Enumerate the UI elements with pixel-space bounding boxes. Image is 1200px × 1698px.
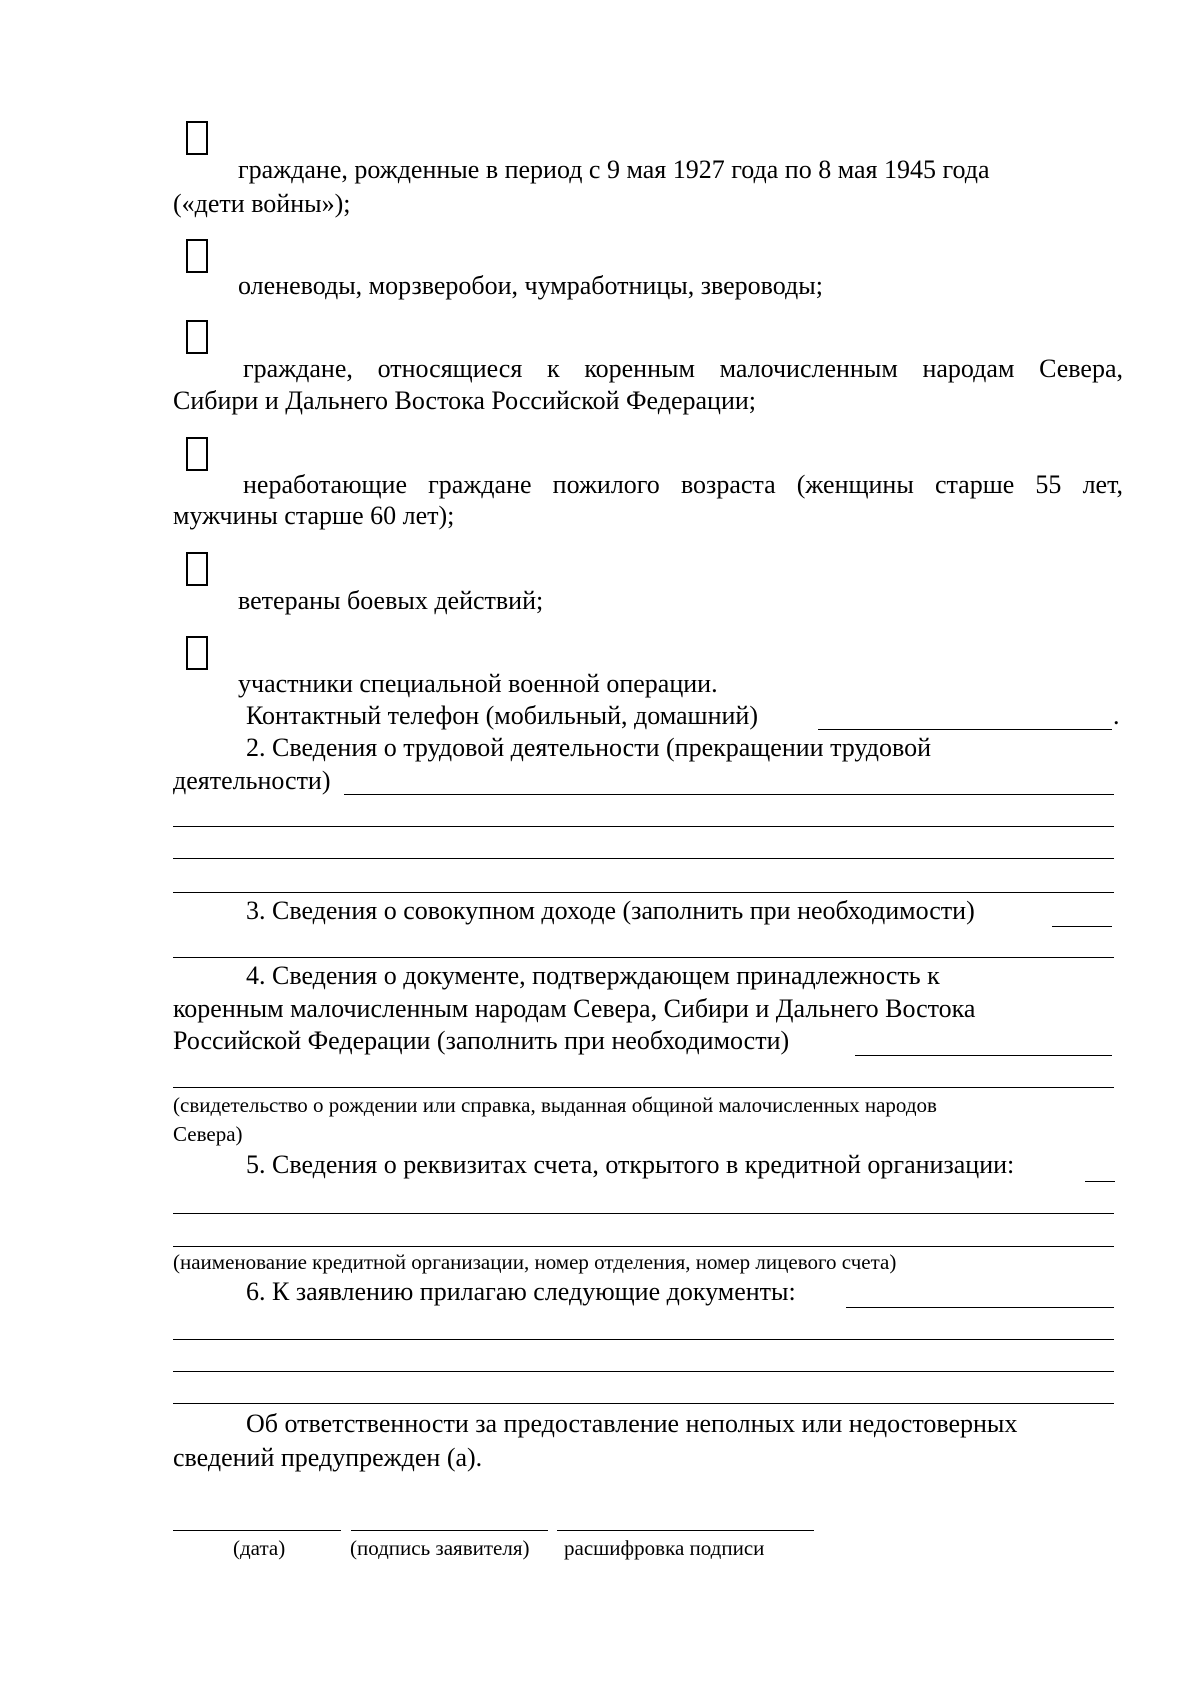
option-elderly-line1: неработающие граждане пожилого возраста (женщины старше 55 лет, (243, 470, 1123, 499)
section5-label: 5. Сведения о реквизитах счета, открытого в кредитной организации: (246, 1150, 1015, 1179)
section6-input-line-4[interactable] (173, 1403, 1114, 1404)
section5-input-line-3[interactable] (173, 1246, 1114, 1247)
signature-decode-input-line[interactable] (557, 1530, 814, 1531)
section5-input-line-2[interactable] (173, 1213, 1114, 1214)
phone-input-line[interactable] (818, 729, 1112, 730)
section2-line1: 2. Сведения о трудовой деятельности (прекращении трудовой (246, 733, 932, 762)
section4-line2: коренным малочисленным народам Севера, Сибири и Дальнего Востока (173, 994, 976, 1023)
option-children-of-war-line2: («дети войны»); (173, 189, 351, 218)
checkbox-indigenous-peoples[interactable] (186, 320, 208, 354)
checkbox-children-of-war[interactable] (186, 121, 208, 155)
option-reindeer-herders: оленеводы, морзверобои, чумработницы, звероводы; (238, 271, 823, 300)
section5-hint: (наименование кредитной организации, номер отделения, номер лицевого счета) (173, 1250, 897, 1274)
checkbox-svo-participants[interactable] (186, 636, 208, 670)
warning-line2: сведений предупрежден (а). (173, 1443, 483, 1472)
phone-end-period: . (1113, 701, 1120, 730)
date-caption: (дата) (233, 1536, 286, 1560)
phone-label: Контактный телефон (мобильный, домашний) (246, 701, 758, 730)
section3-input-line-2[interactable] (173, 957, 1114, 958)
section3-input-line-1[interactable] (1052, 926, 1112, 927)
option-svo-participants: участники специальной военной операции. (238, 669, 718, 698)
date-input-line[interactable] (173, 1530, 341, 1531)
signature-caption: (подпись заявителя) (350, 1536, 530, 1560)
option-indigenous-peoples-line2: Сибири и Дальнего Востока Российской Федерации; (173, 386, 757, 415)
section4-line1: 4. Сведения о документе, подтверждающем принадлежность к (246, 961, 940, 990)
warning-line1: Об ответственности за предоставление неполных или недостоверных (246, 1409, 1018, 1438)
section6-input-line-1[interactable] (846, 1307, 1114, 1308)
section2-input-line-3[interactable] (173, 858, 1114, 859)
section6-input-line-2[interactable] (173, 1339, 1114, 1340)
checkbox-elderly[interactable] (186, 437, 208, 471)
option-elderly-line2: мужчины старше 60 лет); (173, 501, 455, 530)
section3-label: 3. Сведения о совокупном доходе (заполнить при необходимости) (246, 896, 975, 925)
section4-input-line-1[interactable] (855, 1055, 1112, 1056)
section2-line2: деятельности) (173, 766, 331, 795)
section6-label: 6. К заявлению прилагаю следующие документы: (246, 1277, 796, 1306)
option-children-of-war-line1: граждане, рожденные в период с 9 мая 1927 года по 8 мая 1945 года (238, 155, 990, 184)
section5-input-line-1[interactable] (1085, 1181, 1115, 1182)
section6-input-line-3[interactable] (173, 1371, 1114, 1372)
signature-input-line[interactable] (351, 1530, 548, 1531)
section2-input-line-2[interactable] (173, 826, 1114, 827)
checkbox-combat-veterans[interactable] (186, 552, 208, 586)
option-indigenous-peoples-line1: граждане, относящиеся к коренным малочисленным народам Севера, (243, 354, 1123, 383)
section4-line3: Российской Федерации (заполнить при необходимости) (173, 1026, 790, 1055)
section4-hint-line2: Севера) (173, 1122, 243, 1146)
section2-input-line-1[interactable] (344, 794, 1114, 795)
section2-input-line-4[interactable] (173, 892, 1114, 893)
section4-input-line-2[interactable] (173, 1087, 1114, 1088)
checkbox-reindeer-herders[interactable] (186, 239, 208, 273)
option-combat-veterans: ветераны боевых действий; (238, 586, 544, 615)
signature-decode-caption: расшифровка подписи (564, 1536, 765, 1560)
section4-hint-line1: (свидетельство о рождении или справка, выданная общиной малочисленных народов (173, 1093, 937, 1117)
